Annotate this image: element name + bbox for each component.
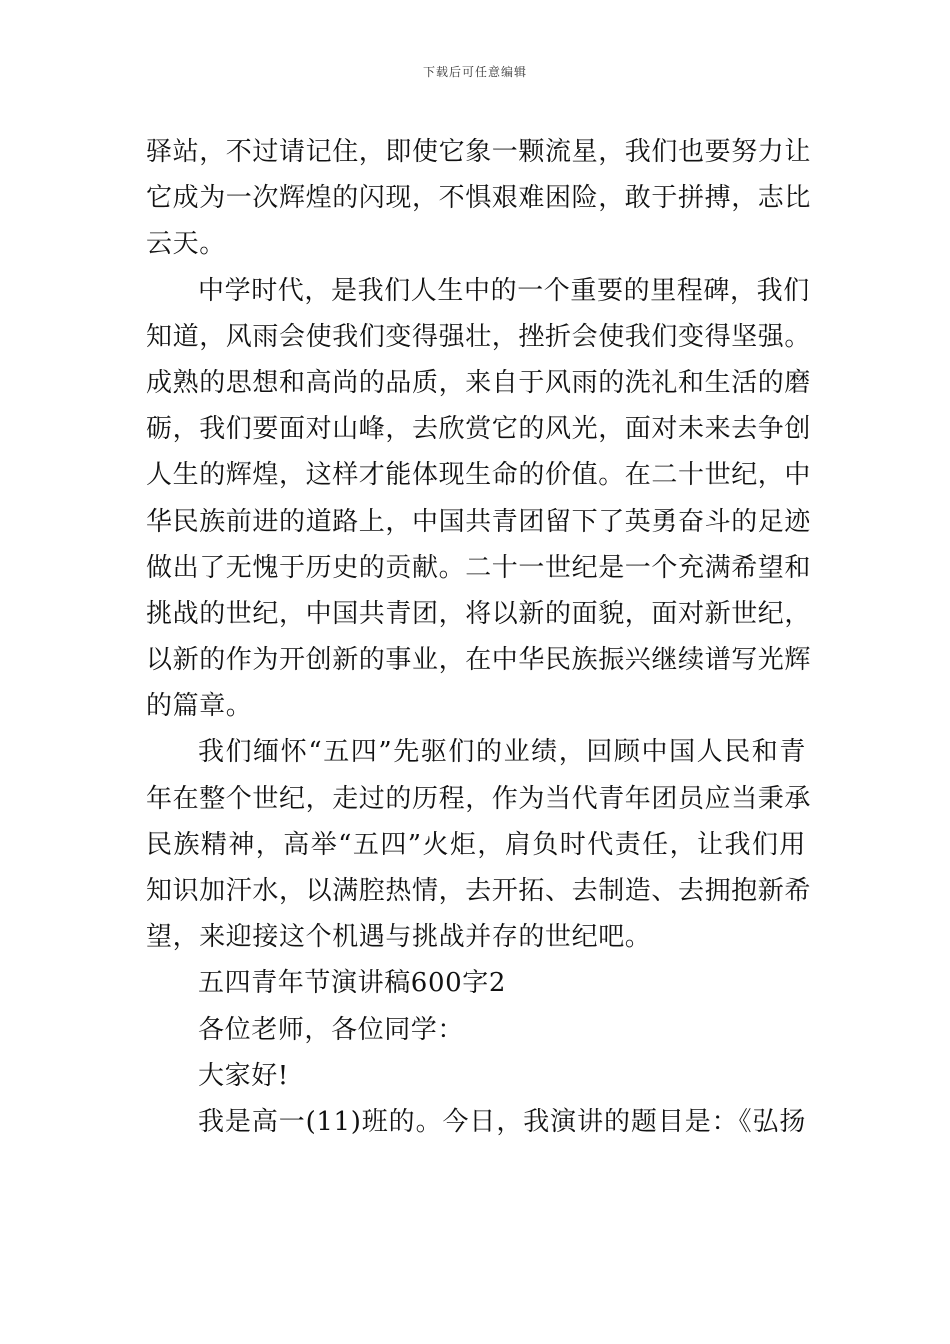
section-heading: 五四青年节演讲稿600字2: [198, 968, 506, 999]
page-header: 下载后可任意编辑: [422, 65, 527, 79]
text-line: 做出了无愧于历史的贡献。二十一世纪是一个充满希望和: [146, 552, 812, 583]
text-line: 的篇章。: [146, 691, 253, 722]
text-line: 以新的作为开创新的事业，在中华民族振兴继续谱写光辉: [146, 645, 812, 676]
text-line: 成熟的思想和高尚的品质，来自于风雨的洗礼和生活的磨: [146, 367, 812, 398]
text-line: 知识加汗水，以满腔热情，去开拓、去制造、去拥抱新希: [146, 876, 812, 906]
text-line: 中学时代，是我们人生中的一个重要的里程碑，我们: [198, 275, 810, 306]
text-line: 知道，风雨会使我们变得强壮，挫折会使我们变得坚强。: [146, 321, 812, 352]
text-line: 云天。: [146, 229, 226, 260]
text-line: 驿站，不过请记住，即使它象一颗流星，我们也要努力让: [146, 137, 812, 167]
text-line: 年在整个世纪，走过的历程，作为当代青年团员应当秉承: [146, 783, 812, 814]
text-line: 华民族前进的道路上，中国共青团留下了英勇奋斗的足迹: [146, 506, 812, 537]
greeting: 大家好!: [198, 1060, 289, 1091]
text-line: 民族精神，高举“五四”火炬，肩负时代责任，让我们用: [146, 829, 806, 860]
text-line: 人生的辉煌，这样才能体现生命的价值。在二十世纪，中: [146, 460, 812, 491]
text-line: 我们缅怀“五四”先驱们的业绩，回顾中国人民和青: [198, 737, 806, 768]
text-line: 挑战的世纪，中国共青团，将以新的面貌，面对新世纪，: [146, 598, 812, 629]
text-line: 砺，我们要面对山峰，去欣赏它的风光，面对未来去争创: [146, 414, 812, 445]
text-line: 望，来迎接这个机遇与挑战并存的世纪吧。: [146, 922, 652, 953]
salutation: 各位老师，各位同学：: [198, 1014, 465, 1045]
document-body: [146, 129, 812, 1145]
text-line: 我是高一(11)班的。今日，我演讲的题目是：《弘扬: [198, 1106, 806, 1137]
text-line: 它成为一次辉煌的闪现，不惧艰难困险，敢于拼搏，志比: [146, 183, 812, 214]
